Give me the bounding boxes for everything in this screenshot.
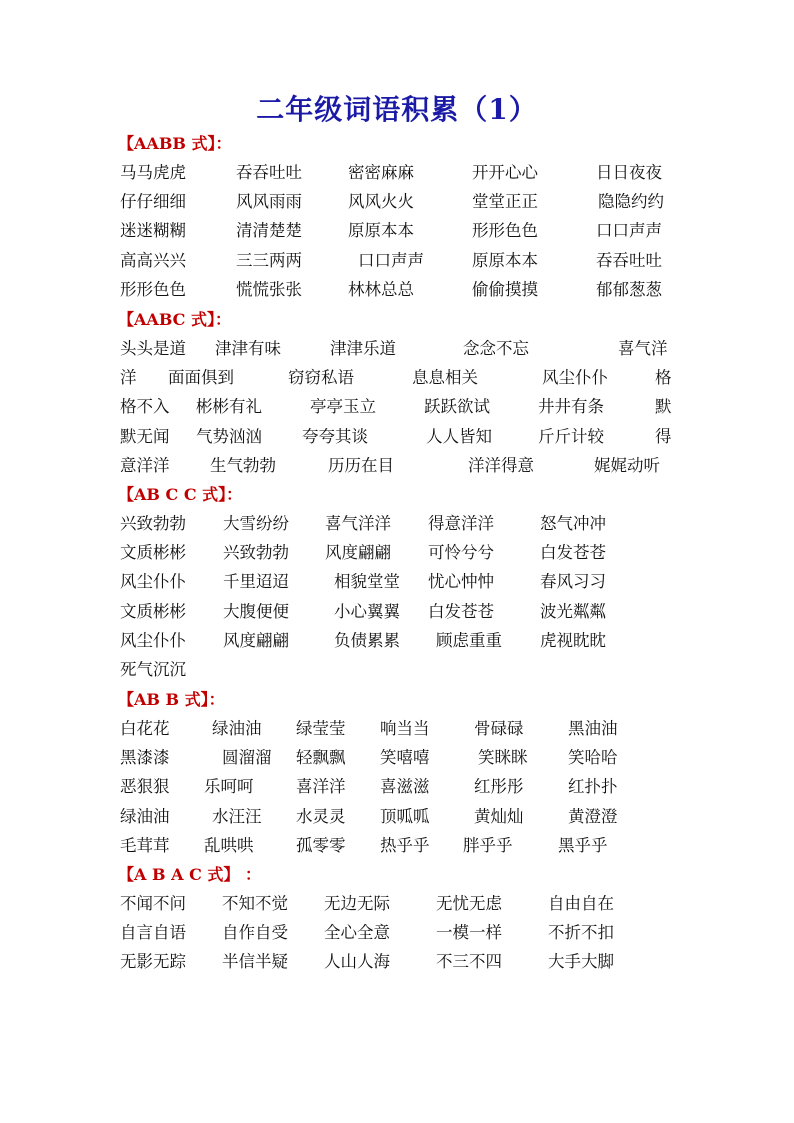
section-heading: 【A B A C 式】 ：	[118, 865, 261, 884]
word: 兴致勃勃	[223, 543, 289, 563]
word: 原原本本	[472, 250, 538, 270]
word: 孤零零	[296, 835, 346, 855]
word: 怒气冲冲	[540, 514, 606, 533]
word: 喜洋洋	[296, 777, 346, 797]
word: 形形色色	[120, 279, 186, 299]
word-row	[118, 451, 678, 480]
word: 亭亭玉立	[310, 397, 376, 417]
word: 夸夸其谈	[302, 426, 368, 446]
word-row	[118, 714, 678, 743]
word: 乐呵呵	[204, 777, 254, 797]
word: 白花花	[120, 719, 170, 738]
word: 彬彬有礼	[196, 397, 262, 417]
word: 黄灿灿	[474, 806, 524, 826]
word: 水灵灵	[296, 806, 346, 826]
word: 仔仔细细	[120, 192, 186, 212]
word: 绿莹莹	[296, 719, 346, 738]
word: 顶呱呱	[380, 806, 430, 826]
word: 无边无际	[324, 894, 390, 913]
word: 斤斤计较	[538, 426, 604, 446]
word: 大手大脚	[548, 952, 614, 972]
word: 不三不四	[436, 952, 502, 972]
word: 一模一样	[436, 923, 502, 943]
word: 黄澄澄	[568, 806, 618, 826]
word: 得	[655, 426, 672, 446]
word: 风风火火	[348, 192, 414, 212]
word: 文质彬彬	[120, 601, 186, 621]
word: 热乎乎	[380, 835, 430, 855]
word: 无影无踪	[120, 952, 186, 972]
section-heading: 【AB C C 式】：	[118, 485, 243, 504]
word: 无忧无虑	[436, 894, 502, 913]
word: 乱哄哄	[204, 835, 254, 855]
word: 口口声声	[358, 250, 424, 270]
word: 喜气洋	[618, 339, 668, 358]
word: 虎视眈眈	[540, 630, 606, 650]
word: 风风雨雨	[236, 192, 302, 212]
word: 意洋洋	[120, 455, 170, 475]
word: 林林总总	[348, 279, 414, 299]
word-row	[118, 772, 678, 801]
word: 隐隐约约	[598, 192, 664, 212]
word: 不闻不问	[120, 894, 186, 913]
word-row	[118, 363, 678, 392]
word: 念念不忘	[463, 339, 529, 358]
word: 绿油油	[120, 806, 170, 826]
word: 笑眯眯	[478, 748, 528, 768]
word: 生气勃勃	[210, 455, 276, 475]
word: 人山人海	[324, 952, 390, 972]
word: 津津乐道	[330, 339, 396, 358]
word: 窃窃私语	[288, 368, 354, 388]
word: 头头是道	[120, 339, 186, 358]
word: 白发苍苍	[540, 543, 606, 563]
word: 高高兴兴	[120, 250, 186, 270]
word: 历历在目	[328, 455, 394, 475]
word: 红扑扑	[568, 777, 618, 797]
word: 半信半疑	[222, 952, 288, 972]
word: 面面俱到	[168, 368, 234, 388]
word-row	[118, 918, 678, 947]
word: 轻飘飘	[296, 748, 346, 768]
section-heading: 【AB B 式】：	[118, 690, 225, 709]
word-row	[118, 538, 678, 567]
word: 开开心心	[472, 163, 538, 182]
word: 风度翩翩	[223, 630, 289, 650]
word: 自作自受	[222, 923, 288, 943]
word-row	[118, 655, 678, 684]
word: 娓娓动听	[594, 455, 660, 475]
word: 毛茸茸	[120, 835, 170, 855]
word: 喜气洋洋	[325, 514, 391, 533]
word-row	[118, 889, 678, 918]
word-row	[118, 275, 678, 304]
word: 波光粼粼	[540, 601, 606, 621]
word: 红彤彤	[474, 777, 524, 797]
word: 迷迷糊糊	[120, 221, 186, 241]
word-row	[118, 158, 678, 187]
word: 口口声声	[596, 221, 662, 241]
word: 风尘仆仆	[120, 630, 186, 650]
word: 骨碌碌	[474, 719, 524, 738]
word-row	[118, 831, 678, 860]
word: 黑油油	[568, 719, 618, 738]
word: 小心翼翼	[334, 601, 400, 621]
word: 大雪纷纷	[223, 514, 289, 533]
word: 偷偷摸摸	[472, 279, 538, 299]
word: 风度翩翩	[325, 543, 391, 563]
word: 死气沉沉	[120, 659, 186, 679]
word-row	[118, 597, 678, 626]
word: 大腹便便	[223, 601, 289, 621]
word: 可怜兮兮	[428, 543, 494, 563]
word: 自由自在	[548, 894, 614, 913]
word: 跃跃欲试	[424, 397, 490, 417]
word: 井井有条	[538, 397, 604, 417]
word: 慌慌张张	[236, 279, 302, 299]
word: 白发苍苍	[428, 601, 494, 621]
word: 洋	[120, 368, 137, 388]
word-row	[118, 392, 678, 421]
word-row	[118, 567, 678, 596]
page-title: 二年级词语积累（1）	[256, 93, 538, 126]
section-abb	[118, 685, 678, 860]
word: 形形色色	[472, 221, 538, 241]
word: 春风习习	[540, 572, 606, 592]
word: 恶狠狠	[120, 777, 170, 797]
word: 圆溜溜	[222, 748, 272, 768]
word: 吞吞吐吐	[596, 250, 662, 270]
word: 人人皆知	[426, 426, 492, 446]
word: 原原本本	[348, 221, 414, 241]
word: 自言自语	[120, 923, 186, 943]
word: 胖乎乎	[463, 835, 513, 855]
word: 黑漆漆	[120, 748, 170, 768]
word: 密密麻麻	[348, 163, 414, 182]
word: 默	[655, 397, 672, 417]
section-abac	[118, 860, 678, 977]
word: 风尘仆仆	[120, 572, 186, 592]
word: 清清楚楚	[236, 221, 302, 241]
word: 格	[655, 368, 672, 388]
word: 黑乎乎	[558, 835, 608, 855]
word-row	[118, 802, 678, 831]
section-aabb	[118, 129, 678, 304]
word: 笑嘻嘻	[380, 748, 430, 768]
word: 格不入	[120, 397, 170, 417]
word: 千里迢迢	[223, 572, 289, 592]
word: 全心全意	[324, 923, 390, 943]
word-row	[118, 216, 678, 245]
word-row	[118, 422, 678, 451]
word-row	[118, 187, 678, 216]
word: 三三两两	[236, 250, 302, 270]
word: 喜滋滋	[380, 777, 430, 797]
word: 津津有味	[215, 339, 281, 358]
word: 气势汹汹	[196, 426, 262, 446]
word-row	[118, 509, 678, 538]
word: 息息相关	[412, 368, 478, 388]
word: 忧心忡忡	[428, 572, 494, 592]
word-row	[118, 246, 678, 275]
word-row	[118, 743, 678, 772]
section-abcc	[118, 480, 678, 684]
section-heading: 【AABC 式】：	[118, 310, 231, 329]
word: 得意洋洋	[428, 514, 494, 533]
word: 兴致勃勃	[120, 514, 186, 533]
word-row	[118, 334, 678, 363]
word: 顾虑重重	[436, 630, 502, 650]
word: 绿油油	[212, 719, 262, 738]
word-row	[118, 947, 678, 976]
word: 吞吞吐吐	[236, 163, 302, 182]
word: 相貌堂堂	[334, 572, 400, 592]
word: 文质彬彬	[120, 543, 186, 563]
word: 不折不扣	[548, 923, 614, 943]
word-row	[118, 626, 678, 655]
section-heading: 【AABB 式】：	[118, 134, 232, 153]
word: 堂堂正正	[472, 192, 538, 212]
word: 笑哈哈	[568, 748, 618, 768]
word: 水汪汪	[212, 806, 262, 826]
word: 马马虎虎	[120, 163, 186, 182]
word: 洋洋得意	[468, 455, 534, 475]
word: 郁郁葱葱	[596, 279, 662, 299]
word: 风尘仆仆	[542, 368, 608, 388]
word: 负债累累	[334, 630, 400, 650]
word: 响当当	[380, 719, 430, 738]
section-aabc	[118, 305, 678, 480]
word: 日日夜夜	[596, 163, 662, 182]
word: 不知不觉	[222, 894, 288, 913]
word: 默无闻	[120, 426, 170, 446]
